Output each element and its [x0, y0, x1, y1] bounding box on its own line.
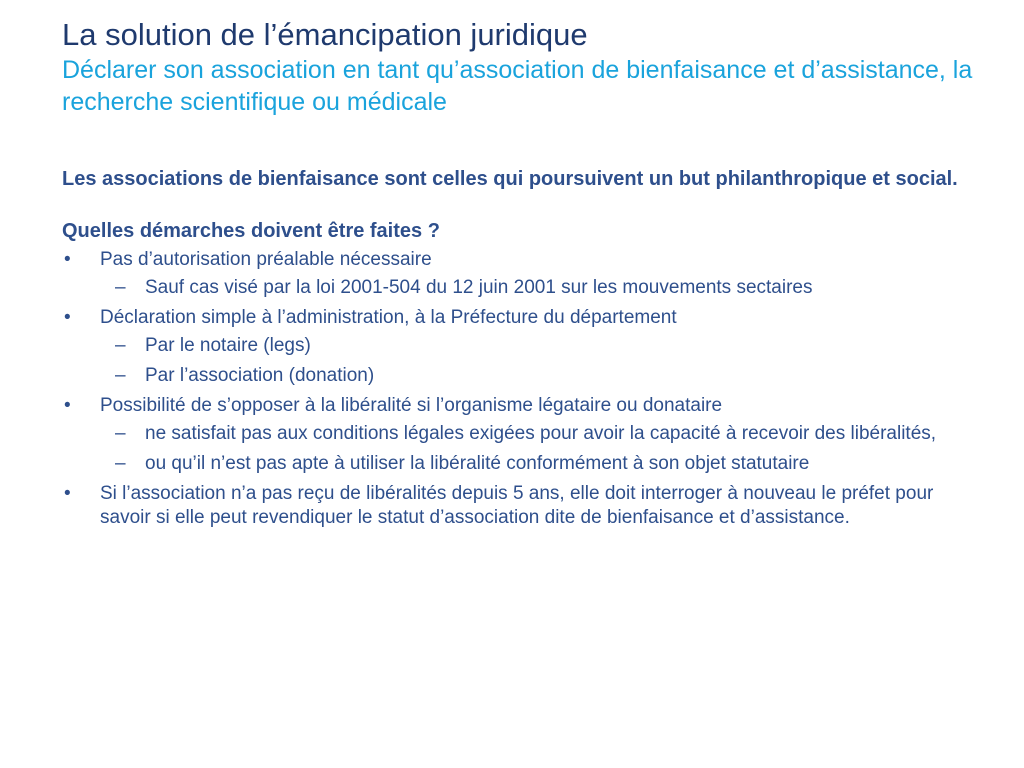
sub-bullet-item — [100, 364, 962, 388]
bullet-list — [62, 248, 962, 530]
dash-marker: – — [115, 365, 126, 386]
sub-bullet-item — [100, 422, 962, 446]
sub-bullet-list — [100, 276, 962, 300]
dash-marker: – — [115, 277, 126, 298]
sub-bullet-list — [100, 334, 962, 388]
sub-bullet-list — [100, 422, 962, 476]
bullet-marker: • — [64, 307, 71, 328]
sub-bullet-text: Par l’association (donation) — [145, 365, 375, 386]
bullet-item — [62, 394, 962, 476]
sub-bullet-text: Sauf cas visé par la loi 2001-504 du 12 juin 2001 sur les mouvements sectaires — [145, 277, 813, 298]
slide-title: La solution de l’émancipation juridique — [62, 17, 588, 52]
bullet-item — [62, 248, 962, 300]
slide-content — [62, 166, 962, 536]
slide-subtitle: Déclarer son association en tant qu’association de bienfaisance et d’assistance, la recherche scientifique ou médicale — [62, 56, 973, 116]
intro-text: Les associations de bienfaisance sont celles qui poursuivent un but philanthropique et social. — [62, 168, 958, 190]
sub-bullet-item — [100, 276, 962, 300]
bullet-marker: • — [64, 395, 71, 416]
bullet-text: Possibilité de s’opposer à la libéralité si l’organisme légataire ou donataire — [100, 395, 723, 416]
bullet-marker: • — [64, 249, 71, 270]
bullet-text: Si l’association n’a pas reçu de libéralités depuis 5 ans, elle doit interroger à nouveau le préfet pour savoir si elle peut revendiquer le statut d’association dite de bienfaisance et d’assistance. — [100, 483, 934, 528]
dash-marker: – — [115, 453, 126, 474]
bullet-text: Déclaration simple à l’administration, à la Préfecture du département — [100, 307, 677, 328]
bullet-marker: • — [64, 483, 71, 504]
bullet-text: Pas d’autorisation préalable nécessaire — [100, 249, 432, 270]
sub-bullet-text: Par le notaire (legs) — [145, 335, 311, 356]
dash-marker: – — [115, 423, 126, 444]
bullet-item — [62, 306, 962, 388]
bullet-item — [62, 482, 962, 530]
sub-bullet-item — [100, 452, 962, 476]
sub-bullet-item — [100, 334, 962, 358]
dash-marker: – — [115, 335, 126, 356]
sub-bullet-text: ne satisfait pas aux conditions légales exigées pour avoir la capacité à recevoir des libéralités, — [145, 423, 937, 444]
title-block — [62, 16, 992, 118]
sub-bullet-text: ou qu’il n’est pas apte à utiliser la libéralité conformément à son objet statutaire — [145, 453, 810, 474]
question-heading: Quelles démarches doivent être faites ? — [62, 220, 440, 242]
